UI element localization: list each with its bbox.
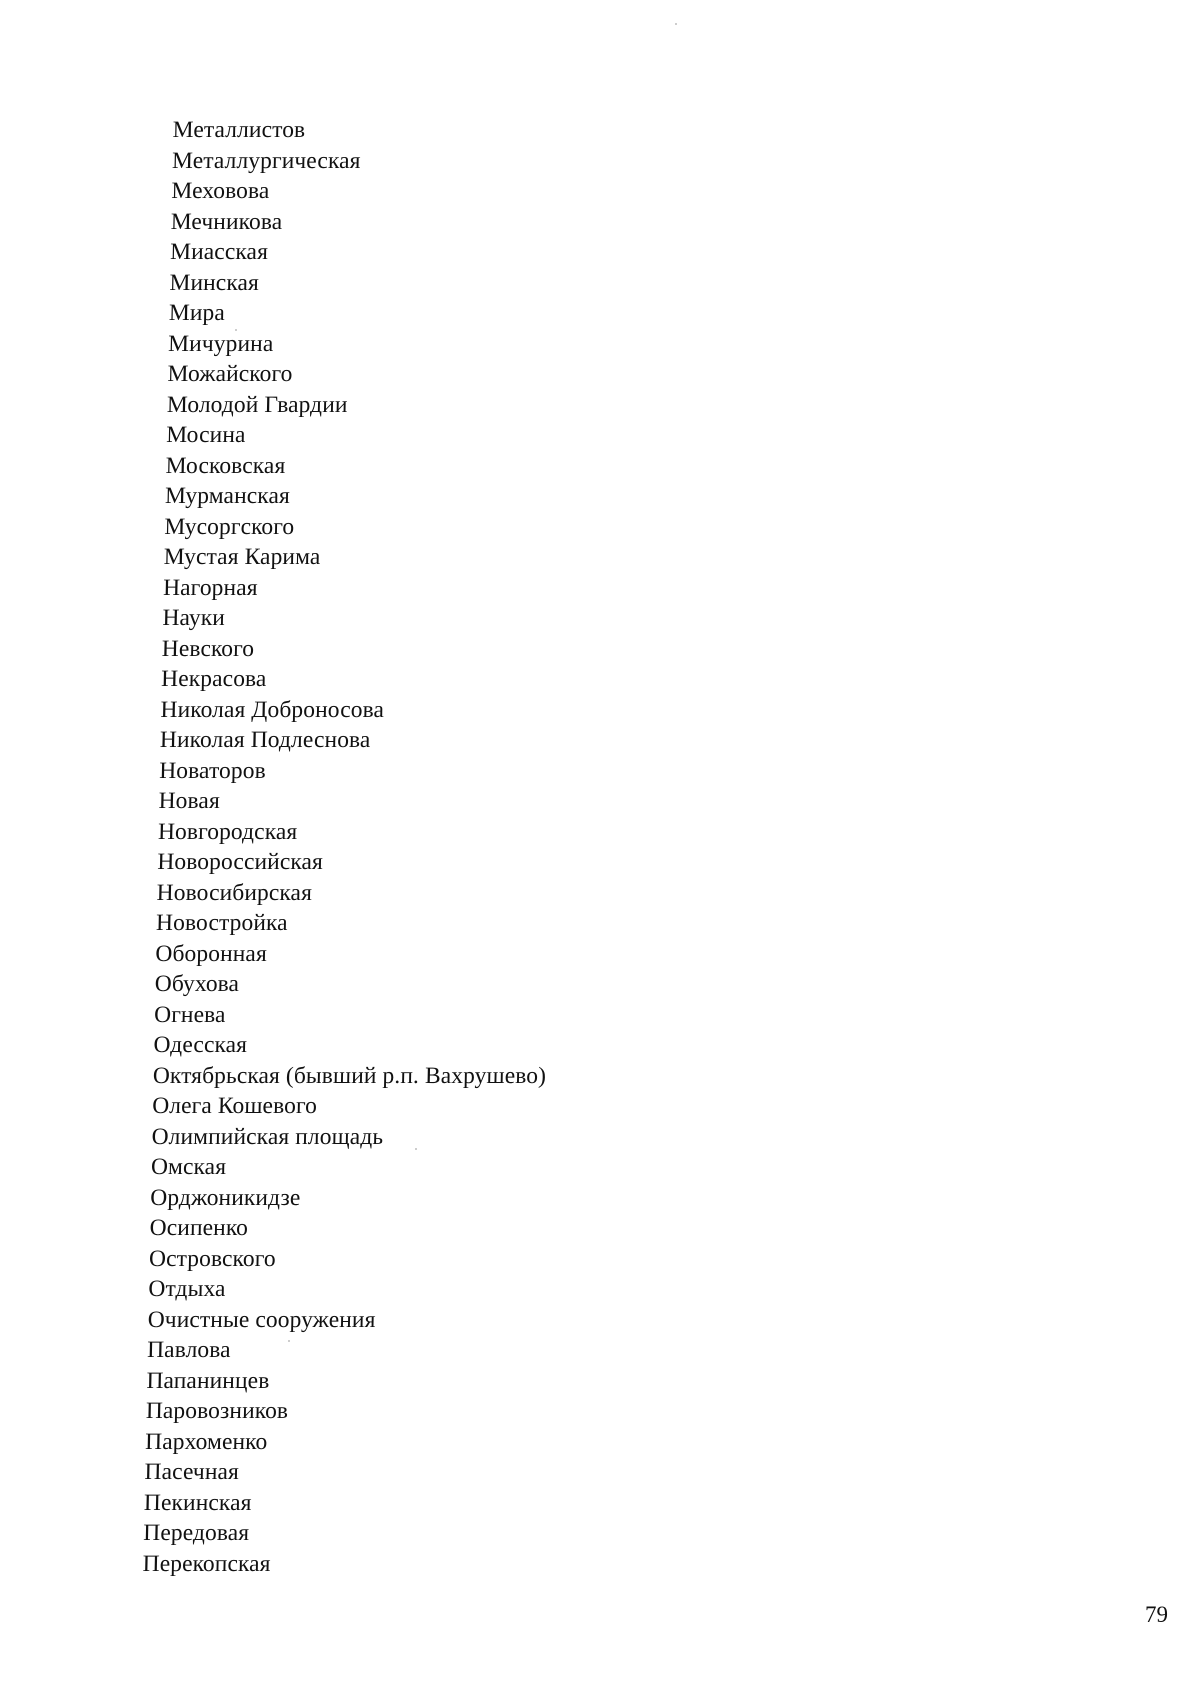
list-item: Папанинцев xyxy=(146,1367,270,1394)
list-item: Николая Доброносова xyxy=(160,696,385,723)
list-item: Миасская xyxy=(169,239,269,265)
list-item: Паровозников xyxy=(145,1398,289,1424)
list-item: Омская xyxy=(150,1154,227,1180)
scan-speck xyxy=(235,329,237,331)
list-item: Новосибирская xyxy=(156,879,313,906)
list-item: Осипенко xyxy=(149,1215,249,1241)
list-item: Октябрьская (бывший р.п. Вахрушево) xyxy=(152,1062,547,1089)
list-item: Олега Кошевого xyxy=(151,1093,318,1119)
list-item: Обухова xyxy=(154,971,240,997)
list-item: Мичурина xyxy=(167,330,274,357)
list-item: Орджоникидзе xyxy=(150,1184,301,1211)
list-item: Минская xyxy=(169,269,260,296)
list-item: Пархоменко xyxy=(144,1428,268,1455)
list-item: Одесская xyxy=(153,1032,248,1058)
list-item: Мира xyxy=(168,300,226,326)
list-item: Островского xyxy=(148,1245,277,1272)
list-item: Меховова xyxy=(171,178,270,204)
list-item: Новостройка xyxy=(155,910,289,936)
list-item: Отдыха xyxy=(148,1276,226,1302)
list-item: Очистные сооружения xyxy=(147,1306,376,1333)
list-item: Можайского xyxy=(167,361,293,387)
list-item: Науки xyxy=(162,605,226,631)
list-item: Мусоргского xyxy=(164,513,295,540)
street-list xyxy=(142,115,566,1579)
list-item: Новгородская xyxy=(157,818,298,845)
list-item: Некрасова xyxy=(160,666,267,692)
list-item: Новая xyxy=(158,788,221,814)
list-item: Перекопская xyxy=(142,1550,271,1577)
list-item: Огнева xyxy=(153,1001,226,1028)
list-item: Павлова xyxy=(146,1337,231,1363)
list-item: Пекинская xyxy=(143,1489,252,1516)
page-number: 79 xyxy=(1145,1602,1168,1627)
list-item: Мечникова xyxy=(170,208,283,235)
scan-speck xyxy=(288,1340,290,1342)
scan-speck xyxy=(675,23,677,25)
list-item: Московская xyxy=(165,452,286,479)
list-item: Невского xyxy=(161,635,255,662)
list-item: Передовая xyxy=(143,1520,250,1546)
list-item: Молодой Гвардии xyxy=(166,391,348,418)
list-item: Николая Подлеснова xyxy=(159,727,371,753)
list-item: Нагорная xyxy=(162,574,258,601)
list-item: Мустая Карима xyxy=(163,544,321,570)
list-item: Металлистов xyxy=(172,117,306,143)
scan-speck xyxy=(415,1148,417,1150)
list-item: Мурманская xyxy=(164,483,291,509)
list-item: Мосина xyxy=(166,422,246,448)
list-item: Металлургическая xyxy=(171,147,361,174)
list-item: Новаторов xyxy=(158,757,267,784)
list-item: Новороссийская xyxy=(157,849,324,875)
list-item: Пасечная xyxy=(144,1459,240,1485)
list-item: Олимпийская площадь xyxy=(151,1123,384,1150)
list-item: Оборонная xyxy=(155,940,268,967)
